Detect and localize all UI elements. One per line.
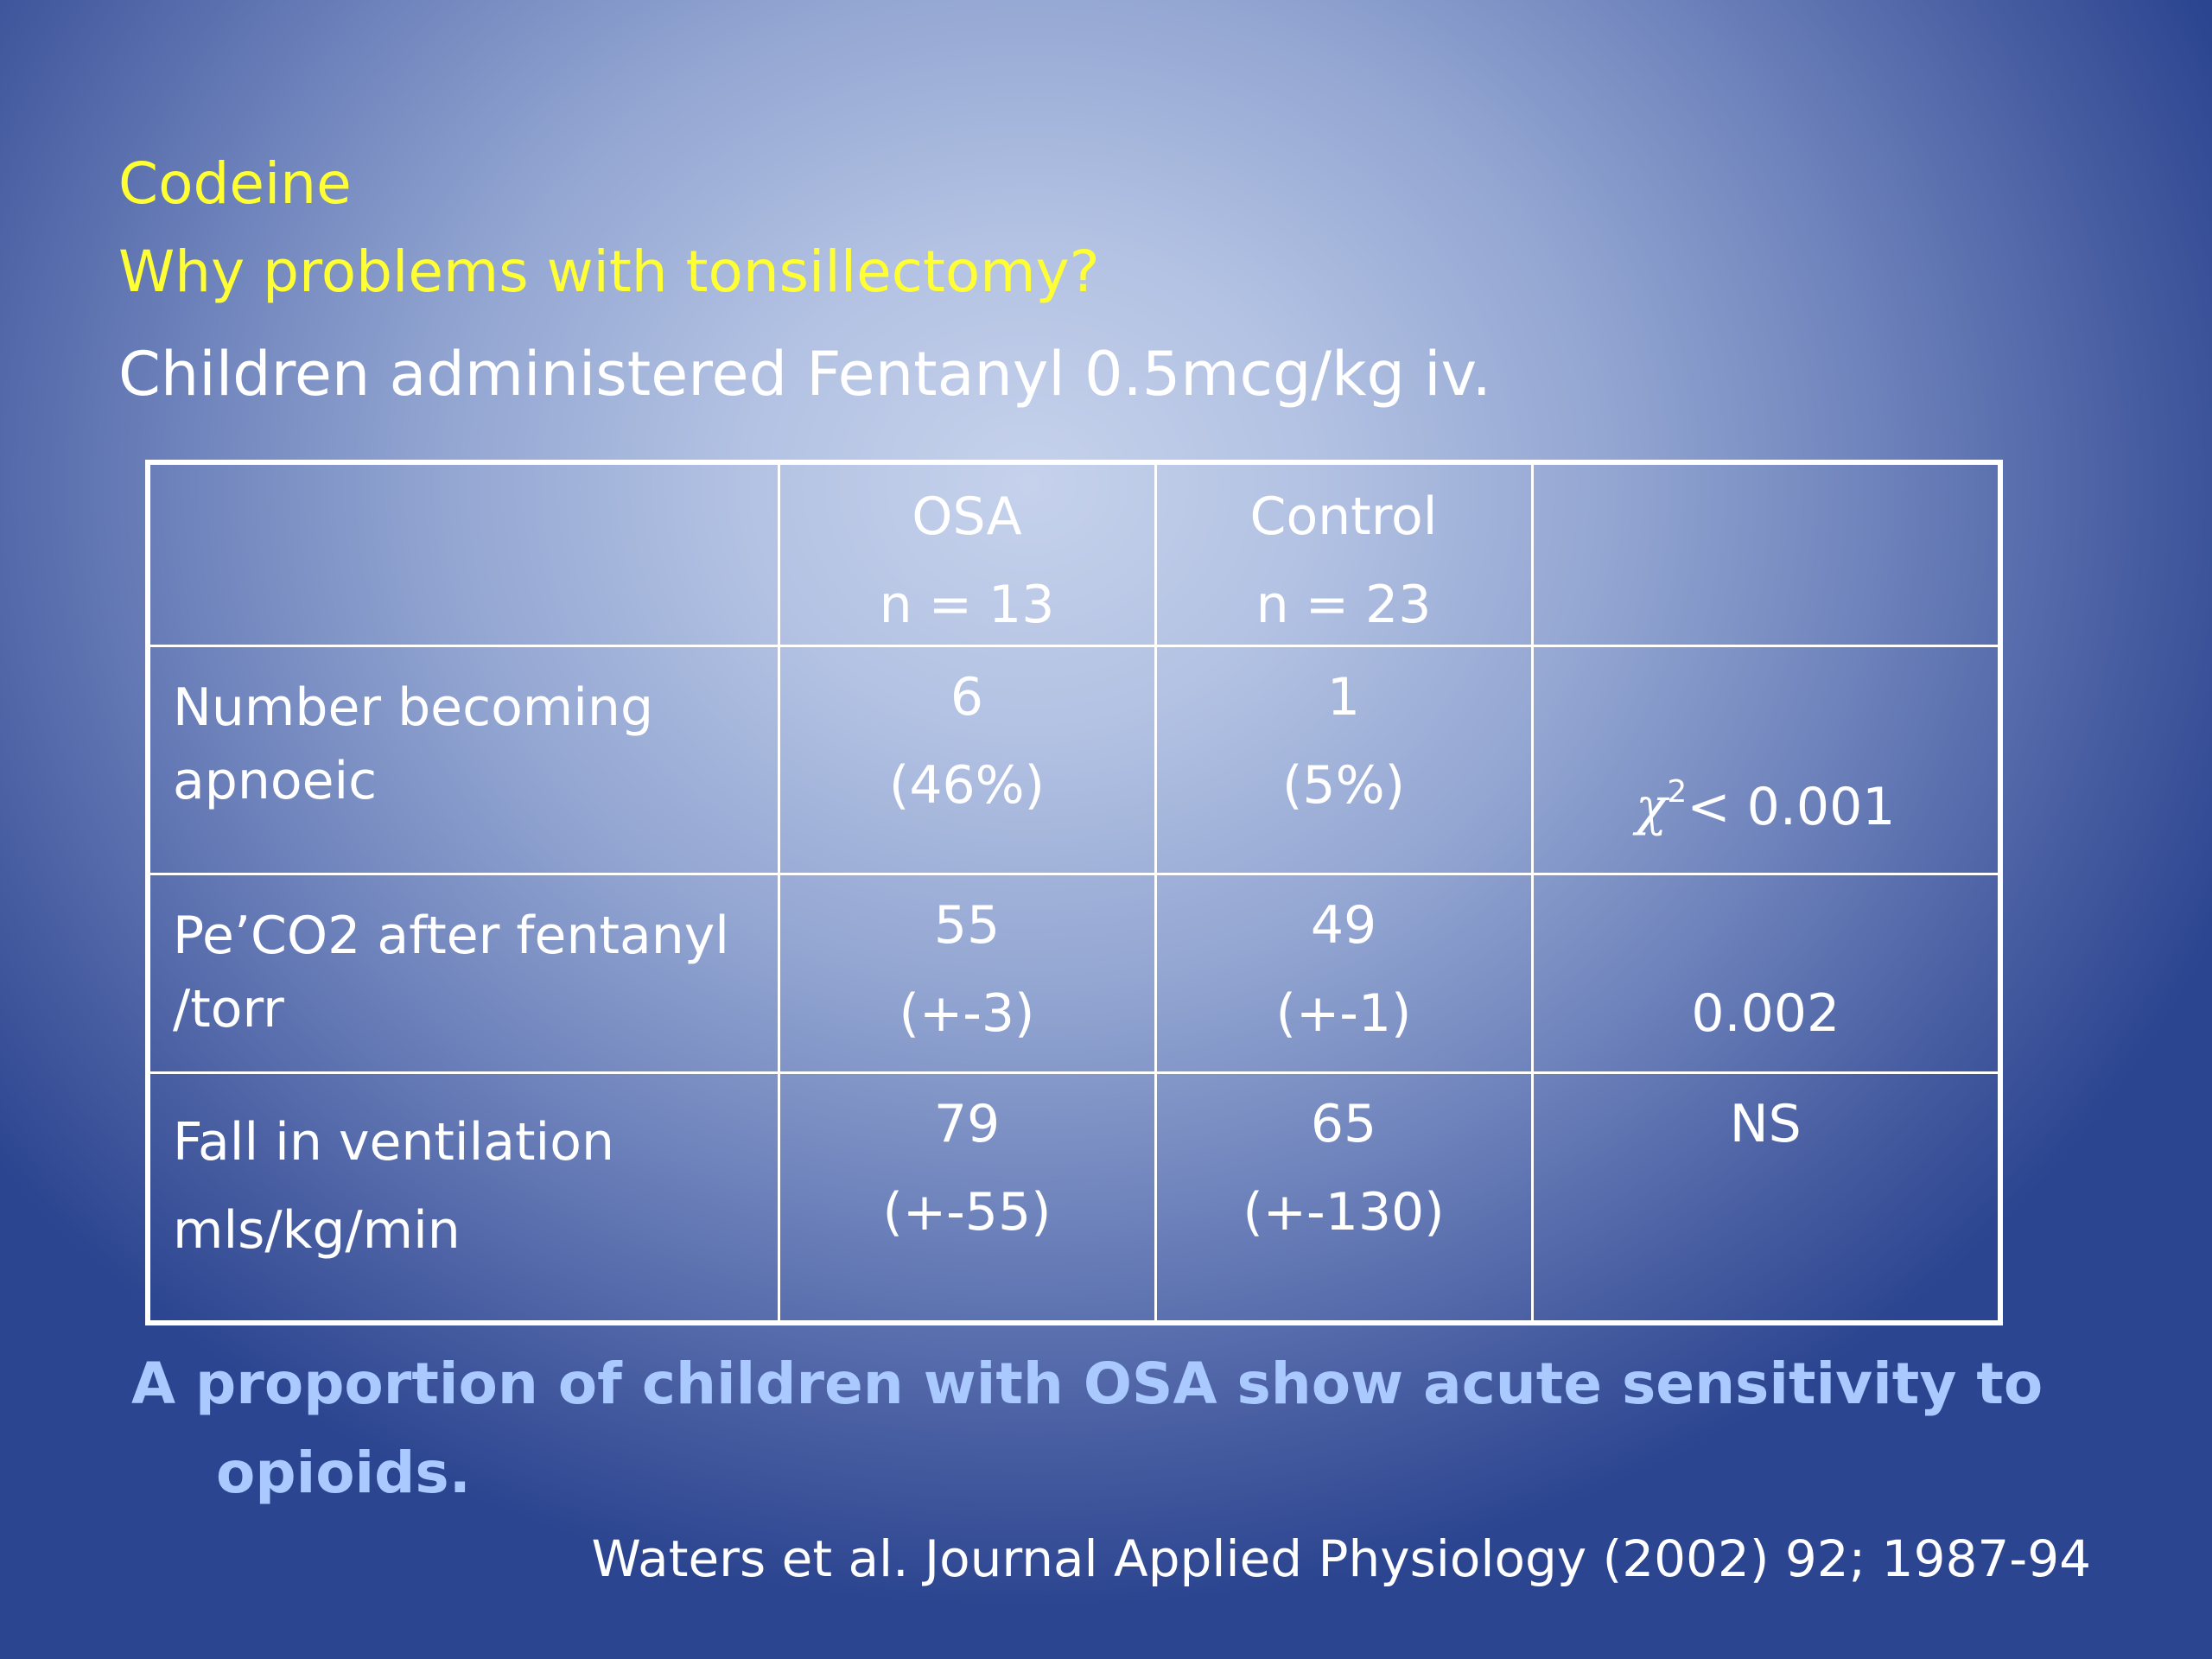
control-value: 1 [1326, 666, 1361, 728]
osa-value-cell [779, 874, 1155, 1072]
p-value-cell [1532, 874, 2000, 1072]
osa-label: OSA [912, 486, 1022, 547]
control-detail: (5%) [1281, 754, 1405, 816]
slide-title: Codeine [118, 150, 352, 217]
header-p-cell [1532, 462, 2000, 645]
control-n: n = 23 [1255, 575, 1432, 635]
chi-symbol: χ [1636, 776, 1668, 837]
p-value-text: < 0.001 [1687, 776, 1896, 837]
osa-detail: (46%) [888, 754, 1046, 816]
header-empty-cell [148, 462, 779, 645]
citation: Waters et al. Journal Applied Physiology (2002) 92; 1987-94 [591, 1529, 2091, 1588]
osa-value-cell [779, 645, 1155, 874]
row-label [173, 671, 653, 818]
osa-n: n = 13 [879, 575, 1055, 635]
p-value: 0.002 [1691, 982, 1840, 1044]
p-value-cell [1532, 1072, 2000, 1323]
row-label [173, 899, 729, 1046]
osa-value: 55 [933, 894, 1001, 956]
osa-value: 79 [933, 1093, 1001, 1154]
table-header-row [148, 462, 2000, 645]
osa-value: 6 [950, 666, 984, 728]
table-row [148, 645, 2000, 874]
conclusion-text [131, 1339, 2043, 1517]
row-label-line: Pe’CO2 after fentanyl [173, 905, 729, 966]
conclusion-line: A proportion of children with OSA show acute sensitivity to [131, 1351, 2044, 1417]
row-label-cell [148, 645, 779, 874]
conclusion-line: opioids. [216, 1440, 471, 1506]
control-label: Control [1249, 486, 1438, 547]
osa-detail: (+-55) [882, 1181, 1052, 1243]
slide-subtitle: Children administered Fentanyl 0.5mcg/kg iv. [118, 339, 1491, 410]
control-value-cell [1155, 645, 1532, 874]
control-value-cell [1155, 1072, 1532, 1323]
row-label-line: Number becoming [173, 677, 654, 738]
control-detail: (+-130) [1243, 1181, 1445, 1243]
row-label-line: Fall in ventilation [173, 1111, 614, 1173]
results-table [145, 460, 2003, 1325]
osa-value-cell [779, 1072, 1155, 1323]
header-osa-cell [779, 462, 1155, 645]
row-label-line: apnoeic [173, 750, 378, 811]
chi-exponent: 2 [1667, 773, 1688, 810]
p-value-cell [1532, 645, 2000, 874]
control-value: 49 [1310, 894, 1377, 956]
row-label-line: mls/kg/min [173, 1199, 461, 1261]
control-value-cell [1155, 874, 1532, 1072]
control-value: 65 [1310, 1093, 1377, 1154]
row-label-cell [148, 874, 779, 1072]
row-label-cell [148, 1072, 779, 1323]
header-control-cell [1155, 462, 1532, 645]
table-row [148, 1072, 2000, 1323]
row-label-line: /torr [173, 978, 284, 1039]
p-value: NS [1729, 1093, 1802, 1154]
table-row [148, 874, 2000, 1072]
row-label [173, 1098, 614, 1274]
control-detail: (+-1) [1275, 982, 1412, 1044]
osa-detail: (+-3) [899, 982, 1035, 1044]
p-value [1534, 773, 1999, 837]
slide-question: Why problems with tonsillectomy? [118, 238, 1100, 305]
